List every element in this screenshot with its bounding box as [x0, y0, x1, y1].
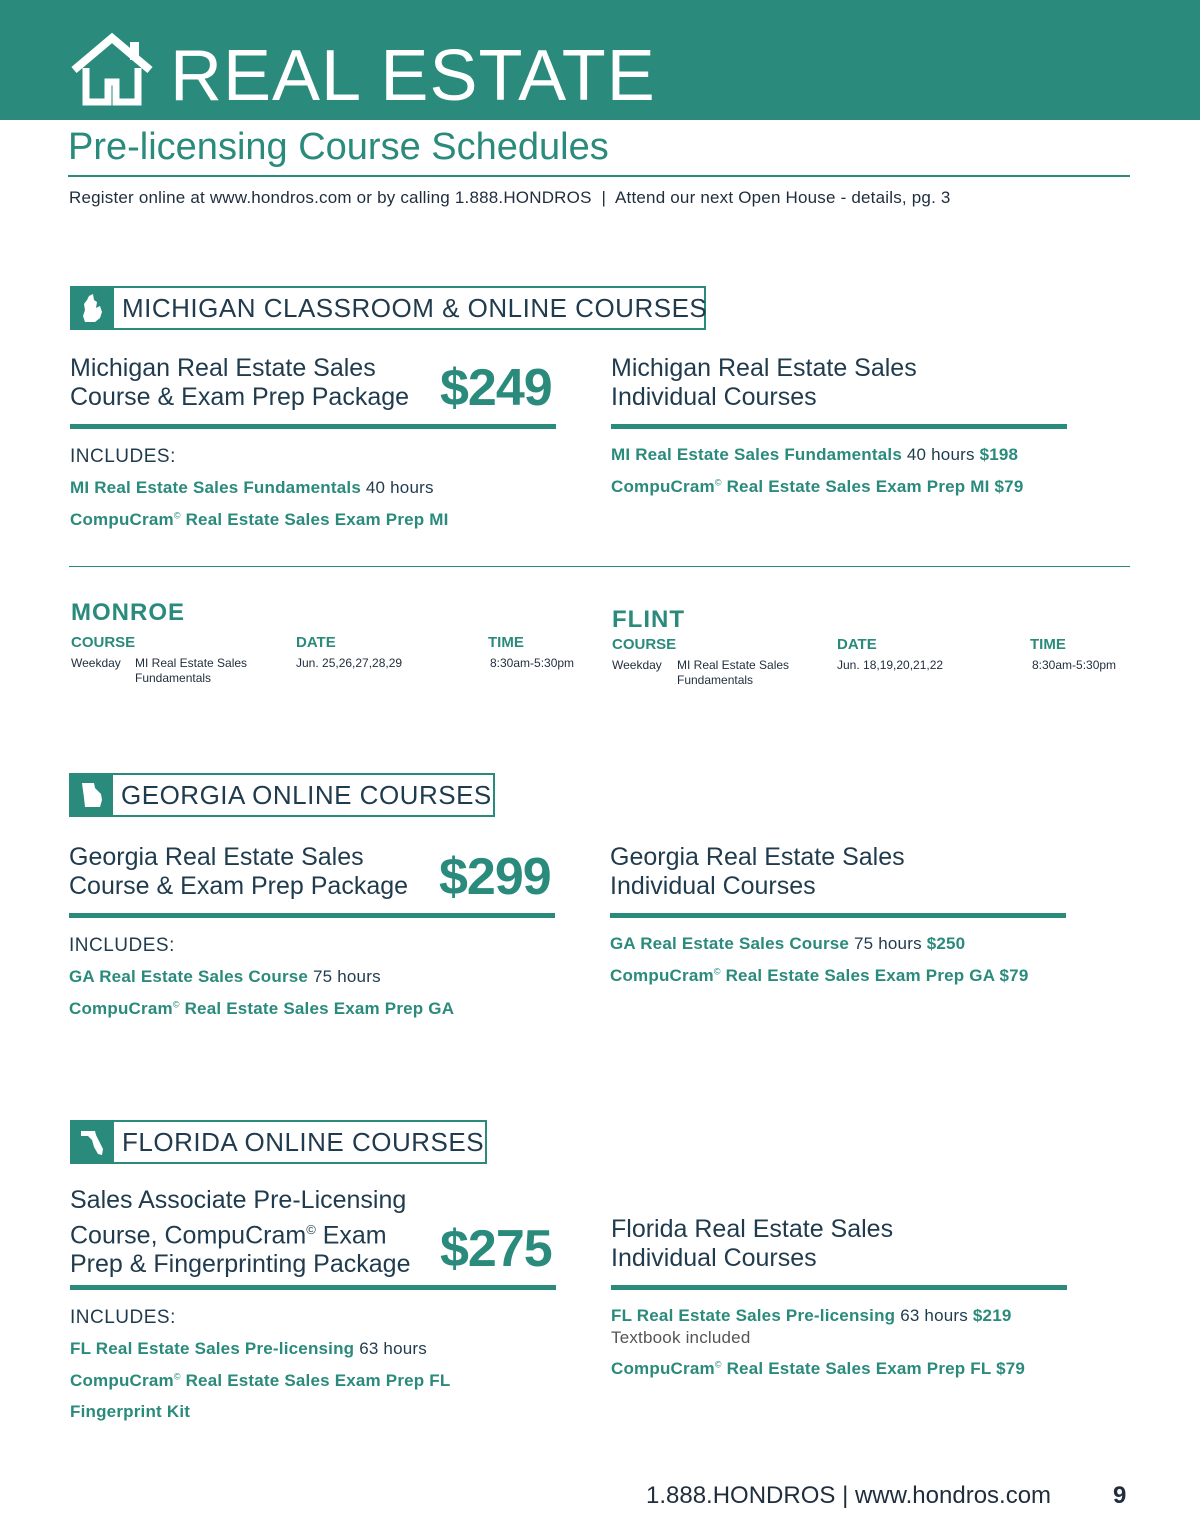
copyright-mark: ©: [172, 999, 180, 1010]
schedule-course: [677, 658, 789, 688]
section-title: MICHIGAN CLASSROOM & ONLINE COURSES: [122, 292, 708, 323]
section-title: FLORIDA ONLINE COURSES: [122, 1126, 485, 1157]
course-hours: 75 hours: [849, 934, 927, 953]
florida-state-icon: [72, 1122, 114, 1162]
divider: [68, 175, 1130, 177]
individual-item: [611, 1359, 1025, 1379]
copyright-mark: ©: [714, 1359, 722, 1370]
included-item: [69, 999, 454, 1019]
individual-item: [611, 477, 1024, 497]
schedule-type: Weekday: [612, 658, 662, 672]
divider-bar: [70, 424, 556, 429]
course-name: Real Estate Sales Exam Prep FL: [180, 1371, 451, 1390]
course-name: Real Estate Sales Exam Prep MI: [721, 477, 995, 496]
divider-bar: [611, 424, 1067, 429]
copyright-mark: ©: [173, 510, 181, 521]
course-price: $79: [999, 966, 1029, 985]
individual-title-line: Florida Real Estate Sales: [611, 1215, 894, 1243]
package-title-line: Michigan Real Estate Sales: [70, 354, 376, 382]
package-title-line: Course & Exam Prep Package: [70, 383, 410, 411]
course-name: MI Real Estate Sales Fundamentals: [70, 478, 361, 497]
copyright-mark: ©: [306, 1222, 316, 1237]
course-name: FL Real Estate Sales Pre-licensing: [70, 1339, 355, 1358]
course-hours: 40 hours: [901, 445, 980, 464]
divider-bar: [70, 1285, 556, 1290]
column-header-date: DATE: [837, 636, 877, 653]
copyright-mark: ©: [714, 477, 722, 488]
course-hours: 40 hours: [360, 478, 434, 497]
column-header-date: DATE: [296, 634, 336, 651]
page-title: REAL ESTATE: [170, 36, 656, 116]
individual-title: [611, 1215, 893, 1273]
individual-title: [610, 843, 905, 901]
divider-bar: [611, 1285, 1067, 1290]
course-price: $250: [926, 934, 966, 953]
included-item: [70, 510, 449, 530]
course-line: MI Real Estate Sales: [135, 656, 248, 670]
course-name: Real Estate Sales Exam Prep GA: [720, 966, 1000, 985]
schedule-date: Jun. 25,26,27,28,29: [296, 656, 403, 670]
register-info: Register online at www.hondros.com or by calling 1.888.HONDROS | Attend our next Open House - details, pg. 3: [69, 188, 951, 207]
page-number: 9: [1113, 1482, 1127, 1509]
includes-label: INCLUDES:: [69, 935, 175, 956]
package-title-line: Georgia Real Estate Sales: [69, 843, 364, 871]
course-hours: 75 hours: [308, 967, 381, 986]
course-name: Fingerprint Kit: [70, 1402, 191, 1421]
course-name: FL Real Estate Sales Pre-licensing: [611, 1306, 896, 1325]
package-title-line: Sales Associate Pre-Licensing: [70, 1186, 407, 1214]
course-line: Fundamentals: [677, 673, 754, 687]
package-title-line: Course & Exam Prep Package: [69, 872, 409, 900]
title-fragment: Course, CompuCram: [70, 1221, 307, 1250]
course-name: Real Estate Sales Exam Prep GA: [179, 999, 455, 1018]
column-header-time: TIME: [1030, 636, 1066, 653]
column-header-time: TIME: [488, 634, 524, 651]
course-name: CompuCram: [611, 477, 715, 496]
included-item: [69, 967, 381, 987]
individual-title-line: Individual Courses: [611, 383, 817, 411]
schedule-date: Jun. 18,19,20,21,22: [837, 658, 944, 672]
georgia-state-icon: [71, 775, 113, 815]
location-flint: FLINT: [612, 606, 685, 633]
title-fragment: Exam: [315, 1221, 387, 1250]
course-name: Real Estate Sales Exam Prep FL: [721, 1359, 997, 1378]
schedule-course: [135, 656, 247, 686]
course-hours: 63 hours: [895, 1306, 973, 1325]
course-name: CompuCram: [70, 1371, 174, 1390]
course-name: GA Real Estate Sales Course: [610, 934, 850, 953]
course-hours: 63 hours: [354, 1339, 427, 1358]
individual-item: [610, 966, 1028, 986]
divider: [69, 566, 1130, 567]
copyright-mark: ©: [713, 966, 721, 977]
textbook-note: Textbook included: [611, 1328, 751, 1347]
course-line: MI Real Estate Sales: [677, 658, 790, 672]
course-name: CompuCram: [70, 510, 174, 529]
course-name: CompuCram: [611, 1359, 715, 1378]
package-price: $249: [440, 359, 552, 417]
package-title: [70, 354, 409, 412]
package-title-line: [70, 1215, 410, 1250]
course-price: $219: [972, 1306, 1012, 1325]
individual-item: [610, 934, 965, 954]
package-title: [69, 843, 408, 901]
included-item: [70, 1402, 190, 1422]
course-name: CompuCram: [69, 999, 173, 1018]
package-price: $275: [440, 1220, 552, 1278]
header-banner: [0, 0, 1200, 120]
included-item: [70, 1339, 427, 1359]
individual-title: [611, 354, 917, 412]
course-name: GA Real Estate Sales Course: [69, 967, 309, 986]
florida-section-header: [70, 1120, 487, 1164]
house-icon: [68, 32, 156, 106]
schedule-type: Weekday: [71, 656, 121, 670]
included-item: [70, 1371, 450, 1391]
individual-title-line: Individual Courses: [611, 1244, 817, 1272]
schedule-time: 8:30am-5:30pm: [1032, 658, 1117, 672]
page-subtitle: Pre-licensing Course Schedules: [68, 126, 609, 168]
individual-title-line: Michigan Real Estate Sales: [611, 354, 917, 382]
michigan-state-icon: [72, 288, 114, 328]
package-title: [70, 1186, 410, 1279]
section-title: GEORGIA ONLINE COURSES: [121, 779, 492, 810]
individual-item: [611, 1306, 1012, 1326]
includes-label: INCLUDES:: [70, 446, 176, 467]
column-header-course: COURSE: [71, 634, 136, 651]
course-line: Fundamentals: [135, 671, 212, 685]
footer-contact: 1.888.HONDROS | www.hondros.com: [646, 1482, 1052, 1509]
individual-title-line: Georgia Real Estate Sales: [610, 843, 905, 871]
georgia-section-header: [69, 773, 495, 817]
course-price: $79: [996, 1359, 1026, 1378]
included-item: [70, 478, 434, 498]
individual-title-line: Individual Courses: [610, 872, 816, 900]
course-price: $79: [994, 477, 1024, 496]
copyright-mark: ©: [173, 1371, 181, 1382]
individual-item: [611, 445, 1018, 465]
column-header-course: COURSE: [612, 636, 677, 653]
course-name: CompuCram: [610, 966, 714, 985]
includes-label: INCLUDES:: [70, 1307, 176, 1328]
package-price: $299: [439, 848, 551, 906]
divider-bar: [69, 913, 555, 918]
schedule-time: 8:30am-5:30pm: [490, 656, 575, 670]
package-title-line: Prep & Fingerprinting Package: [70, 1250, 411, 1279]
course-name: MI Real Estate Sales Fundamentals: [611, 445, 902, 464]
michigan-section-header: [70, 286, 706, 330]
location-monroe: MONROE: [71, 599, 185, 626]
course-price: $198: [979, 445, 1019, 464]
divider-bar: [610, 913, 1066, 918]
course-name: Real Estate Sales Exam Prep MI: [180, 510, 449, 529]
